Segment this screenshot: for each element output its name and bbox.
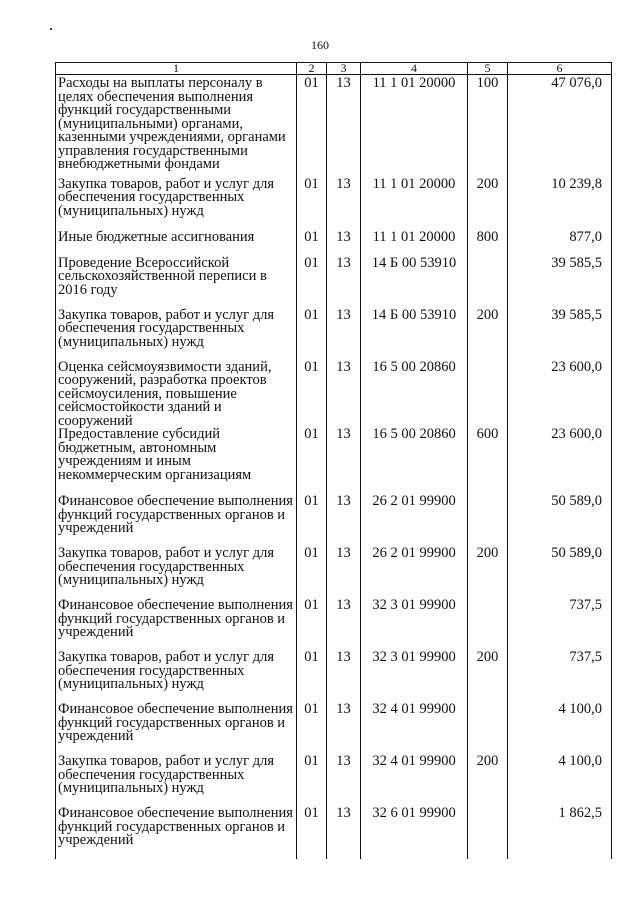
budget-table (55, 62, 612, 859)
header-col-4: 4 (361, 63, 468, 75)
row-section: 01 (297, 703, 327, 755)
row-subsection: 13 (327, 428, 361, 495)
row-section: 01 (297, 178, 327, 231)
row-amount: 737,5 (508, 651, 612, 703)
row-name: Финансовое обеспечение выполнения функций государственных органов и учреждений (56, 807, 297, 859)
row-expense-type (468, 703, 508, 755)
row-target-code: 14 Б 00 53910 (361, 257, 468, 309)
row-amount: 39 585,5 (508, 309, 612, 361)
table-row (56, 547, 612, 599)
table-row (56, 651, 612, 703)
table-row (56, 755, 612, 807)
row-target-code: 26 2 01 99900 (361, 547, 468, 599)
table-body (56, 75, 612, 860)
row-expense-type: 200 (468, 309, 508, 361)
table-row (56, 495, 612, 547)
row-amount: 4 100,0 (508, 703, 612, 755)
row-subsection: 13 (327, 75, 361, 178)
table-row (56, 703, 612, 755)
row-target-code: 11 1 01 20000 (361, 75, 468, 178)
row-target-code: 32 3 01 99900 (361, 599, 468, 651)
row-section: 01 (297, 309, 327, 361)
row-section: 01 (297, 231, 327, 257)
row-name: Финансовое обеспечение выполнения функций государственных органов и учреждений (56, 599, 297, 651)
row-section: 01 (297, 361, 327, 429)
row-expense-type: 200 (468, 755, 508, 807)
row-expense-type: 200 (468, 651, 508, 703)
row-name: Закупка товаров, работ и услуг для обеспечения государственных (муниципальных) нужд (56, 309, 297, 361)
row-target-code: 32 3 01 99900 (361, 651, 468, 703)
row-target-code: 11 1 01 20000 (361, 178, 468, 231)
row-name: Расходы на выплаты персоналу в целях обеспечения выполнения функций государственными (муниципальными) органами, казенными учреждениями, органами управления государственными внебюджетными фондами (56, 75, 297, 178)
row-subsection: 13 (327, 755, 361, 807)
table-row (56, 599, 612, 651)
row-name: Закупка товаров, работ и услуг для обеспечения государственных (муниципальных) нужд (56, 755, 297, 807)
row-target-code: 14 Б 00 53910 (361, 309, 468, 361)
row-target-code: 16 5 00 20860 (361, 428, 468, 495)
table-row (56, 361, 612, 429)
row-name: Иные бюджетные ассигнования (56, 231, 297, 257)
table-row (56, 309, 612, 361)
row-expense-type (468, 599, 508, 651)
row-target-code: 11 1 01 20000 (361, 231, 468, 257)
table-row (56, 428, 612, 495)
row-name: Финансовое обеспечение выполнения функций государственных органов и учреждений (56, 495, 297, 547)
row-amount: 47 076,0 (508, 75, 612, 178)
row-expense-type (468, 257, 508, 309)
header-col-6: 6 (508, 63, 612, 75)
row-name: Финансовое обеспечение выполнения функций государственных органов и учреждений (56, 703, 297, 755)
row-subsection: 13 (327, 361, 361, 429)
table-row (56, 257, 612, 309)
row-section: 01 (297, 75, 327, 178)
row-expense-type (468, 361, 508, 429)
row-subsection: 13 (327, 651, 361, 703)
row-amount: 1 862,5 (508, 807, 612, 859)
row-name: Закупка товаров, работ и услуг для обеспечения государственных (муниципальных) нужд (56, 651, 297, 703)
table-row (56, 231, 612, 257)
row-name: Оценка сейсмоуязвимости зданий, сооружений, разработка проектов сейсмоусиления, повышение сейсмостойкости зданий и сооружений (56, 361, 297, 429)
row-section: 01 (297, 495, 327, 547)
table-row (56, 75, 612, 178)
row-subsection: 13 (327, 309, 361, 361)
row-amount: 877,0 (508, 231, 612, 257)
row-section: 01 (297, 807, 327, 859)
row-expense-type: 600 (468, 428, 508, 495)
header-col-5: 5 (468, 63, 508, 75)
page-number: 160 (311, 38, 329, 52)
table-header (56, 63, 612, 75)
row-target-code: 32 4 01 99900 (361, 703, 468, 755)
row-section: 01 (297, 547, 327, 599)
row-amount: 50 589,0 (508, 495, 612, 547)
row-section: 01 (297, 257, 327, 309)
header-col-1: 1 (56, 63, 297, 75)
row-name: Предоставление субсидий бюджетным, автономным учреждениям и иным некоммерческим организациям (56, 428, 297, 495)
scan-speck (50, 28, 52, 30)
row-section: 01 (297, 428, 327, 495)
row-name: Закупка товаров, работ и услуг для обеспечения государственных (муниципальных) нужд (56, 547, 297, 599)
row-expense-type: 200 (468, 547, 508, 599)
row-expense-type: 800 (468, 231, 508, 257)
row-target-code: 32 6 01 99900 (361, 807, 468, 859)
row-amount: 23 600,0 (508, 361, 612, 429)
row-subsection: 13 (327, 807, 361, 859)
row-subsection: 13 (327, 703, 361, 755)
row-subsection: 13 (327, 178, 361, 231)
row-subsection: 13 (327, 257, 361, 309)
row-target-code: 16 5 00 20860 (361, 361, 468, 429)
table-row (56, 807, 612, 859)
row-expense-type: 200 (468, 178, 508, 231)
row-amount: 23 600,0 (508, 428, 612, 495)
header-col-2: 2 (297, 63, 327, 75)
row-subsection: 13 (327, 599, 361, 651)
row-amount: 50 589,0 (508, 547, 612, 599)
row-target-code: 26 2 01 99900 (361, 495, 468, 547)
row-target-code: 32 4 01 99900 (361, 755, 468, 807)
row-subsection: 13 (327, 547, 361, 599)
row-section: 01 (297, 599, 327, 651)
row-amount: 39 585,5 (508, 257, 612, 309)
row-amount: 4 100,0 (508, 755, 612, 807)
row-expense-type (468, 807, 508, 859)
row-subsection: 13 (327, 231, 361, 257)
row-expense-type (468, 495, 508, 547)
row-section: 01 (297, 651, 327, 703)
table-row (56, 178, 612, 231)
row-amount: 10 239,8 (508, 178, 612, 231)
header-col-3: 3 (327, 63, 361, 75)
row-section: 01 (297, 755, 327, 807)
row-subsection: 13 (327, 495, 361, 547)
row-name: Проведение Всероссийской сельскохозяйственной переписи в 2016 году (56, 257, 297, 309)
row-amount: 737,5 (508, 599, 612, 651)
row-name: Закупка товаров, работ и услуг для обеспечения государственных (муниципальных) нужд (56, 178, 297, 231)
row-expense-type: 100 (468, 75, 508, 178)
